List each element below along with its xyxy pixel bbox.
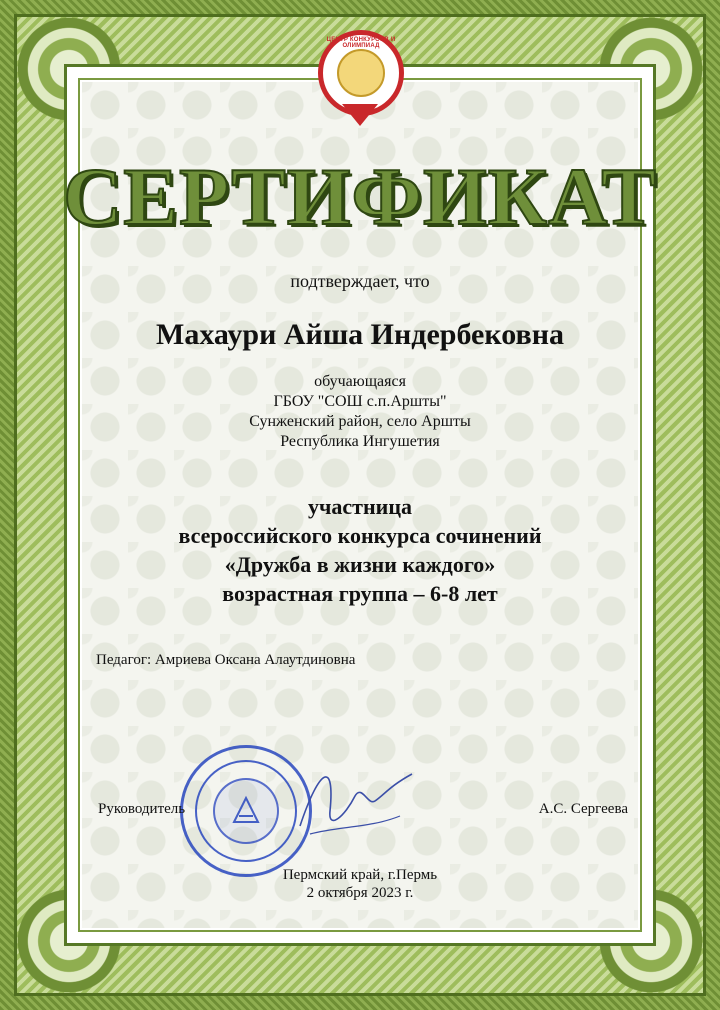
stamp-core [213,778,279,844]
handwritten-signature [290,756,420,846]
head-label: Руководитель [98,801,186,817]
stamp-emblem-icon [231,794,261,826]
award-line: всероссийского конкурса сочинений [178,523,542,548]
ribbon-icon [342,104,378,126]
recipient-name: Махаури Айша Индербековна [156,318,564,351]
info-line: Сунженский район, село Аршты [249,413,471,430]
info-line: Республика Ингушетия [280,433,440,450]
date-line: 2 октября 2023 г. [306,885,414,901]
award-block [0,492,720,608]
head-name: А.С. Сергеева [538,801,628,817]
info-line: ГБОУ "СОШ с.п.Аршты" [273,393,447,410]
trophy-icon [337,49,385,97]
info-line: обучающаяся [314,373,406,390]
place-and-date [0,866,720,902]
certificate-title: СЕРТИФИКАТ [63,151,657,242]
award-line: «Дружба в жизни каждого» [224,552,496,577]
place-line: Пермский край, г.Пермь [282,867,438,883]
confirm-text: подтверждает, что [290,271,430,291]
award-line: участница [307,494,412,519]
teacher-line: Педагог: Амриева Оксана Алаутдиновна [96,652,356,668]
logo-text: ЦЕНТР КОНКУРСОВ И ОЛИМПИАД [326,37,396,49]
award-line: возрастная группа – 6-8 лет [222,581,498,606]
recipient-info [0,372,720,452]
